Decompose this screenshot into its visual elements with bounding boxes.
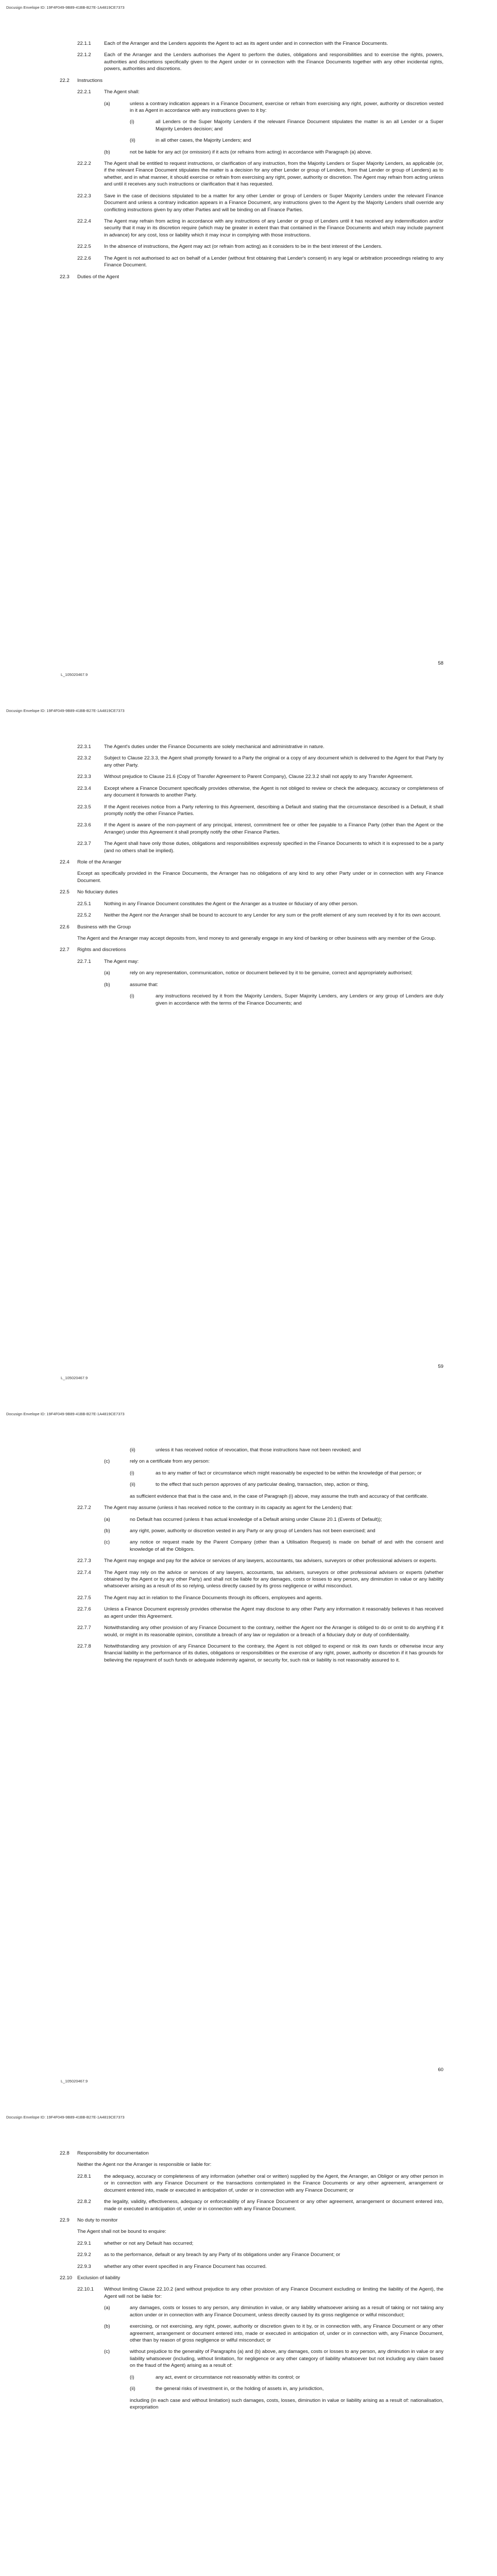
clause-text: If the Agent receives notice from a Party referring to this Agreement, describing a Default and stating that the circumstance described is a Default, it shall promptly notify the other Finance Parties. (104, 804, 443, 817)
section-heading (60, 2275, 443, 2281)
sub-sub-clause (60, 1447, 443, 1453)
envelope-id: Docusign Envelope ID: 19F4F049-9B89-41BB-B27E-1A4819CE7373 (6, 2115, 125, 2120)
paragraph (60, 2161, 443, 2168)
clause-text: any damages, costs or losses to any person, any diminution in value, or any liability whatsoever arising as a result of taking or not taking any action under or in connection with any Finance Document, unless directly caused by its gross negligence or wilful misconduct; (130, 2305, 443, 2318)
clause-text: Role of the Arranger (77, 859, 122, 866)
clause-text: No fiduciary duties (77, 889, 118, 895)
clause (60, 1606, 443, 1620)
continuation-paragraph (60, 1493, 443, 1500)
clause-number: 22.4 (60, 859, 70, 866)
clause-text: any act, event or circumstance not reasonably within its control; or (156, 2374, 300, 2380)
clause-number: 22.3.4 (77, 785, 91, 791)
section-heading (60, 924, 443, 930)
clause-number: (i) (130, 2374, 134, 2380)
section-heading (60, 2217, 443, 2224)
page-content (60, 2150, 443, 2415)
clause-text: Notwithstanding any provision of any Finance Document to the contrary, the Agent is not obliged to expend or risk its own funds or otherwise incur any financial liability in the performance of its duties, obligations or responsibilities or the exercise of any right, power, authority or discretion if it has grounds for believing the repayment of such funds or adequate indemnity against, or security for, such risk or liability is not reasonably assured to it. (104, 1643, 443, 1663)
clause-number: (i) (130, 119, 134, 125)
clause (60, 958, 443, 965)
clause-number: 22.3 (60, 274, 70, 280)
clause-number: 22.9.1 (77, 2240, 91, 2246)
clause-text: in all other cases, the Majority Lenders; and (156, 138, 251, 144)
clause-text: Neither the Agent nor the Arranger is responsible or liable for: (77, 2162, 212, 2168)
clause-text: The Agent may engage and pay for the advice or services of any lawyers, accountants, tax advisers, surveyors or other professional advisers or experts. (104, 1558, 437, 1564)
footer-ref: L_105020467.9 (61, 1376, 88, 1380)
clause-number: 22.2.3 (77, 193, 91, 199)
clause-text: The Agent shall not be bound to enquire: (77, 2229, 166, 2235)
clause-number: 22.7.8 (77, 1643, 91, 1650)
clause-number: 22.6 (60, 924, 70, 930)
clause (60, 773, 443, 780)
sub-clause (60, 1528, 443, 1534)
clause-text: The Agent may rely on the advice or services of any lawyers, accountants, tax advisers, surveyors or other professional advisers or experts (whether obtained by the Agent or by any other Party) and shall not be liable for any damages, costs or losses to any person, any diminution in value or any liability whatsoever arising as a result of its so relying, unless directly caused by its gross negligence or wilful misconduct. (104, 1569, 443, 1589)
clause (60, 2198, 443, 2212)
clause-text: Subject to Clause 22.3.3, the Agent shall promptly forward to a Party the original or a copy of any document which is delivered to the Agent for that Party by any other Party. (104, 755, 443, 768)
sub-clause (60, 970, 443, 976)
clause-number: 22.2.2 (77, 161, 91, 167)
clause-text: The Agent may: (104, 958, 139, 964)
clause (60, 1624, 443, 1638)
clause (60, 755, 443, 769)
clause-text: whether any other event specified in any Finance Document has occurred. (104, 2263, 267, 2269)
clause-number: 22.10.1 (77, 2286, 94, 2293)
section-heading (60, 2150, 443, 2157)
clause-text: Except as specifically provided in the Finance Documents, the Arranger has no obligations of any kind to any other Party under or in connection with any Finance Document. (77, 871, 443, 884)
clause-number: 22.7 (60, 947, 70, 953)
clause-number: 22.9 (60, 2217, 70, 2223)
clause-number: (c) (104, 1539, 110, 1546)
clause-number: 22.3.2 (77, 755, 91, 761)
clause-number: 22.2.4 (77, 218, 91, 225)
sub-clause (60, 2348, 443, 2369)
clause-number: 22.2.6 (77, 255, 91, 261)
clause-text: rely on any representation, communication, notice or document believed by it to be genuine, correct and appropriately authorised; (130, 970, 413, 976)
clause-number: 22.7.4 (77, 1569, 91, 1575)
clause-text: not be liable for any act (or omission) if it acts (or refrains from acting) in accordance with Paragraph (a) above. (130, 149, 372, 155)
sub-clause (60, 981, 443, 988)
clause-text: The Agent may assume (unless it has received notice to the contrary in its capacity as agent for the Lenders) that: (104, 1505, 353, 1511)
clause (60, 2251, 443, 2258)
clause-text: Duties of the Agent (77, 274, 119, 280)
page (0, 0, 497, 703)
clause-number: 22.8.2 (77, 2199, 91, 2205)
sub-clause (60, 100, 443, 114)
clause (60, 840, 443, 854)
clause-number: 22.1.2 (77, 52, 91, 58)
clause-text: Rights and discretions (77, 947, 126, 953)
clause-number: 22.7.1 (77, 958, 91, 964)
page-number: 59 (438, 1364, 443, 1369)
clause-text: to the effect that such person approves of any particular dealing, transaction, step, action or thing, (156, 1482, 369, 1488)
clause (60, 193, 443, 213)
clause-text: whether or not any Default has occurred; (104, 2240, 194, 2246)
continuation-paragraph (60, 2397, 443, 2411)
clause (60, 2286, 443, 2300)
footer-ref: L_105020467.9 (61, 672, 88, 677)
clause-text: The Agent may refrain from acting in accordance with any instructions of any Lender or group of Lenders until it has received any indemnification and/or security that it may in its discretion require (which may be greater in extent than that contained in the Finance Documents and which may include payment in advance) for any cost, loss or liability which it may incur in complying with those instructions. (104, 218, 443, 238)
clause (60, 901, 443, 907)
clause-number: 22.3.6 (77, 822, 91, 828)
clause-text: as to the performance, default or any breach by any Party of its obligations under any Finance Document; or (104, 2252, 340, 2258)
clause-number: (b) (104, 981, 110, 988)
clause (60, 243, 443, 250)
clause-number: 22.7.7 (77, 1625, 91, 1631)
envelope-id: Docusign Envelope ID: 19F4F049-9B89-41BB-B27E-1A4819CE7373 (6, 5, 125, 10)
clause-number: 22.3.3 (77, 774, 91, 780)
clause (60, 1643, 443, 1664)
sub-sub-clause (60, 2385, 443, 2392)
clause-text: The Agent is not authorised to act on behalf of a Lender (without first obtaining that Lender's consent) in any legal or arbitration proceedings relating to any Finance Document. (104, 255, 443, 268)
clause-number: (a) (104, 100, 110, 107)
clause (60, 743, 443, 750)
clause-number: (c) (104, 1459, 110, 1465)
clause-number: 22.3.7 (77, 841, 91, 847)
clause-number: 22.3.5 (77, 804, 91, 810)
clause (60, 1595, 443, 1601)
page (0, 703, 497, 1406)
clause-number: 22.2.5 (77, 244, 91, 250)
clause-number: 22.8.1 (77, 2173, 91, 2179)
clause-text: Without limiting Clause 22.10.2 (and without prejudice to any other provision of any Finance Document excluding or limiting the liability of the Agent), the Agent will not be liable for: (104, 2286, 443, 2299)
clause-number: (ii) (130, 1447, 135, 1453)
sub-clause (60, 1516, 443, 1523)
section-heading (60, 946, 443, 953)
clause (60, 52, 443, 72)
section-heading (60, 859, 443, 866)
clause-number: (ii) (130, 2386, 135, 2392)
clause-text: the general risks of investment in, or the holding of assets in, any jurisdiction, (156, 2386, 324, 2392)
clause-text: The Agent shall: (104, 89, 140, 95)
section-heading (60, 889, 443, 895)
paragraph (60, 2228, 443, 2235)
clause-number: 22.5.1 (77, 901, 91, 907)
sub-sub-clause (60, 137, 443, 144)
page-number: 60 (438, 2067, 443, 2073)
clause-number: 22.7.6 (77, 1606, 91, 1613)
clause-text: as sufficient evidence that that is the case and, in the case of Paragraph (i) above, may assume the truth and accuracy of that certificate. (130, 1493, 428, 1499)
page-number: 58 (438, 660, 443, 666)
clause-number: (b) (104, 2324, 110, 2330)
clause-number: 22.9.2 (77, 2252, 91, 2258)
clause-number: 22.8 (60, 2150, 70, 2156)
clause-text: Each of the Arranger and the Lenders appoints the Agent to act as its agent under and in connection with the Finance Documents. (104, 41, 388, 46)
clause (60, 89, 443, 95)
clause-number: 22.7.2 (77, 1505, 91, 1511)
clause (60, 1557, 443, 1564)
clause-text: Responsibility for documentation (77, 2150, 149, 2156)
clause-number: 22.9.3 (77, 2263, 91, 2269)
clause-number: 22.2.1 (77, 89, 91, 95)
clause-text: The Agent shall be entitled to request instructions, or clarification of any instruction, from the Majority Lenders or Super Majority Lenders, as applicable (or, if the relevant Finance Document stipulates the matter is a decision for any other Lender or group of Lenders, from that Lender or group of Lenders) as to whether, and in what manner, it should exercise or refrain from exercising any right, power, authority or discretion. The Agent may refrain from acting unless and until it receives any such instructions or clarification that it has requested. (104, 161, 443, 188)
envelope-id: Docusign Envelope ID: 19F4F049-9B89-41BB-B27E-1A4819CE7373 (6, 708, 125, 713)
paragraph (60, 870, 443, 884)
clause-number: (b) (104, 149, 110, 155)
clause-text: No duty to monitor (77, 2217, 118, 2223)
clause (60, 1569, 443, 1590)
footer-ref: L_105020467.9 (61, 2079, 88, 2083)
clause (60, 40, 443, 47)
sub-clause (60, 1458, 443, 1465)
clause-number: (a) (104, 1516, 110, 1522)
clause-text: Exclusion of liability (77, 2275, 121, 2281)
sub-clause (60, 149, 443, 156)
clause-text: The Agent's duties under the Finance Documents are solely mechanical and administrative in nature. (104, 744, 324, 750)
sub-sub-clause (60, 1470, 443, 1477)
clause-text: any instructions received by it from the Majority Lenders, Super Majority Lenders, any Lenders or any group of Lenders are duly given in accordance with the terms of the Finance Documents; and (156, 993, 443, 1006)
section-heading (60, 274, 443, 280)
page (0, 1406, 497, 2110)
clause-text: without prejudice to the generality of Paragraphs (a) and (b) above, any damages, costs or losses to any person, any diminution in value or any liability whatsoever (including, without limitation, for negligence or any other category of liability whatsoever but not including any claim based on the fraud of the Agent) arising as a result of: (130, 2349, 443, 2369)
clause-text: The Agent may act in relation to the Finance Documents through its officers, employees and agents. (104, 1595, 323, 1601)
clause-text: any notice or request made by the Parent Company (other than a Utilisation Request) is made on behalf of and with the consent and knowledge of all the Obligors. (130, 1539, 443, 1552)
clause (60, 1504, 443, 1511)
clause-text: In the absence of instructions, the Agent may act (or refrain from acting) as it considers to be in the best interest of the Lenders. (104, 244, 383, 250)
clause-number: (ii) (130, 1482, 135, 1488)
clause (60, 785, 443, 799)
section-heading (60, 77, 443, 84)
clause-number: 22.7.5 (77, 1595, 91, 1601)
clause-text: unless it has received notice of revocation, that those instructions have not been revoked; and (156, 1447, 361, 1453)
clause-text: Instructions (77, 77, 103, 83)
clause (60, 822, 443, 836)
clause-text: Notwithstanding any other provision of any Finance Document to the contrary, neither the Agent nor the Arranger is obliged to do or omit to do anything if it would, or might in its reasonable opinion, constitute a breach of any law or regulation or a breach of a fiduciary duty or duty of confidentiality. (104, 1625, 443, 1638)
clause-text: the adequacy, accuracy or completeness of any information (whether oral or written) supplied by the Agent, the Arranger, an Obligor or any other person in or in connection with any Finance Document or the transactions contemplated in the Finance Documents or any other agreement, arrangement or document entered into, made or executed in anticipation of, under or in connection with any Finance Document; or (104, 2173, 443, 2193)
clause-number: (a) (104, 2305, 110, 2311)
clause-text: Business with the Group (77, 924, 131, 930)
clause (60, 2240, 443, 2247)
page-content (60, 1447, 443, 1668)
clause-number: (c) (104, 2349, 110, 2355)
clause-text: no Default has occurred (unless it has actual knowledge of a Default arising under Clause 20.1 (Events of Default)); (130, 1516, 382, 1522)
sub-clause (60, 2323, 443, 2344)
clause-number: 22.7.3 (77, 1558, 91, 1564)
clause (60, 218, 443, 239)
clause-text: all Lenders or the Super Majority Lenders if the relevant Finance Document stipulates the matter is an all Lender or a Super Majority Lenders decision; and (156, 119, 443, 132)
clause (60, 2263, 443, 2270)
clause-text: the legality, validity, effectiveness, adequacy or enforceability of any Finance Document or any other agreement, arrangement or document entered into, made or executed in anticipation of, under or in connection with any Finance Document. (104, 2199, 443, 2212)
clause-number: 22.5 (60, 889, 70, 895)
clause-text: exercising, or not exercising, any right, power, authority or discretion given to it by, or in connection with, any Finance Document or any other agreement, arrangement or document entered into, made or executed in anticipation of, under or in connection with, any Finance Document, other than by reason of gross negligence or wilful misconduct; or (130, 2324, 443, 2344)
clause-text: including (in each case and without limitation) such damages, costs, losses, diminution in value or liability arising as a result of: nationalisation, expropriation (130, 2397, 443, 2410)
sub-sub-clause (60, 118, 443, 132)
clause-text: Unless a Finance Document expressly provides otherwise the Agent may disclose to any other Party any information it reasonably believes it has received as agent under this Agreement. (104, 1606, 443, 1619)
clause (60, 255, 443, 269)
clause-number: (i) (130, 993, 134, 999)
clause-text: any right, power, authority or discretion vested in any Party or any group of Lenders has not been exercised; and (130, 1528, 375, 1534)
clause-number: 22.10 (60, 2275, 73, 2281)
clause-text: Nothing in any Finance Document constitutes the Agent or the Arranger as a trustee or fiduciary of any other person. (104, 901, 358, 907)
envelope-id: Docusign Envelope ID: 19F4F049-9B89-41BB-B27E-1A4819CE7373 (6, 1412, 125, 1416)
clause (60, 160, 443, 188)
clause-text: assume that: (130, 981, 158, 988)
clause-number: 22.3.1 (77, 744, 91, 750)
clause-text: The Agent and the Arranger may accept deposits from, lend money to and generally engage in any kind of banking or other business with any member of the Group. (77, 936, 436, 942)
clause-text: If the Agent is aware of the non-payment of any principal, interest, commitment fee or other fee payable to a Finance Party (other than the Agent or the Arranger) under this Agreement it shall promptly notify the other Finance Parties. (104, 822, 443, 835)
clause-text: Without prejudice to Clause 21.6 (Copy of Transfer Agreement to Parent Company), Clause 22.3.2 shall not apply to any Transfer Agreement. (104, 774, 413, 780)
sub-sub-clause (60, 2374, 443, 2381)
clause-number: 22.5.2 (77, 912, 91, 919)
clause (60, 2173, 443, 2194)
clause-number: (a) (104, 970, 110, 976)
clause-text: Except where a Finance Document specifically provides otherwise, the Agent is not obliged to review or check the adequacy, accuracy or completeness of any document it forwards to another Party. (104, 785, 443, 799)
clause-number: 22.2 (60, 77, 70, 83)
page-content (60, 40, 443, 285)
sub-sub-clause (60, 1481, 443, 1488)
sub-clause (60, 1539, 443, 1553)
sub-sub-clause (60, 993, 443, 1007)
clause-number: 22.1.1 (77, 41, 91, 46)
clause-text: unless a contrary indication appears in a Finance Document, exercise or refrain from exercising any right, power, authority or discretion vested in it as Agent in accordance with any instructions given to it by: (130, 100, 443, 113)
clause-text: rely on a certificate from any person: (130, 1459, 210, 1465)
clause-text: Neither the Agent nor the Arranger shall be bound to account to any Lender for any sum or the profit element of any sum received by it for its own account. (104, 912, 441, 919)
page-content (60, 743, 443, 1011)
page (0, 2110, 497, 2576)
clause-number: (b) (104, 1528, 110, 1534)
clause-text: The Agent shall have only those duties, obligations and responsibilities expressly specified in the Finance Documents to which it is expressed to be a party (and no others shall be implied). (104, 841, 443, 854)
clause-text: Save in the case of decisions stipulated to be a matter for any other Lender or group of Lenders or Super Majority Lenders under the relevant Finance Document and unless a contrary indication appears in a Finance Document, any instructions given to the Agent by the Majority Lenders shall override any conflicting instructions given by any other Parties and will be binding on all Finance Parties. (104, 193, 443, 213)
sub-clause (60, 2304, 443, 2318)
paragraph (60, 935, 443, 942)
clause-number: (i) (130, 1470, 134, 1476)
clause-number: (ii) (130, 138, 135, 144)
clause (60, 912, 443, 919)
clause-text: Each of the Arranger and the Lenders authorises the Agent to perform the duties, obligations and responsibilities and to exercise the rights, powers, authorities and discretions specifically given to the Agent under or in connection with the Finance Documents together with any other incidental rights, powers, authorities and discretions. (104, 52, 443, 72)
clause-text: as to any matter of fact or circumstance which might reasonably be expected to be within the knowledge of that person; or (156, 1470, 422, 1476)
clause (60, 804, 443, 818)
